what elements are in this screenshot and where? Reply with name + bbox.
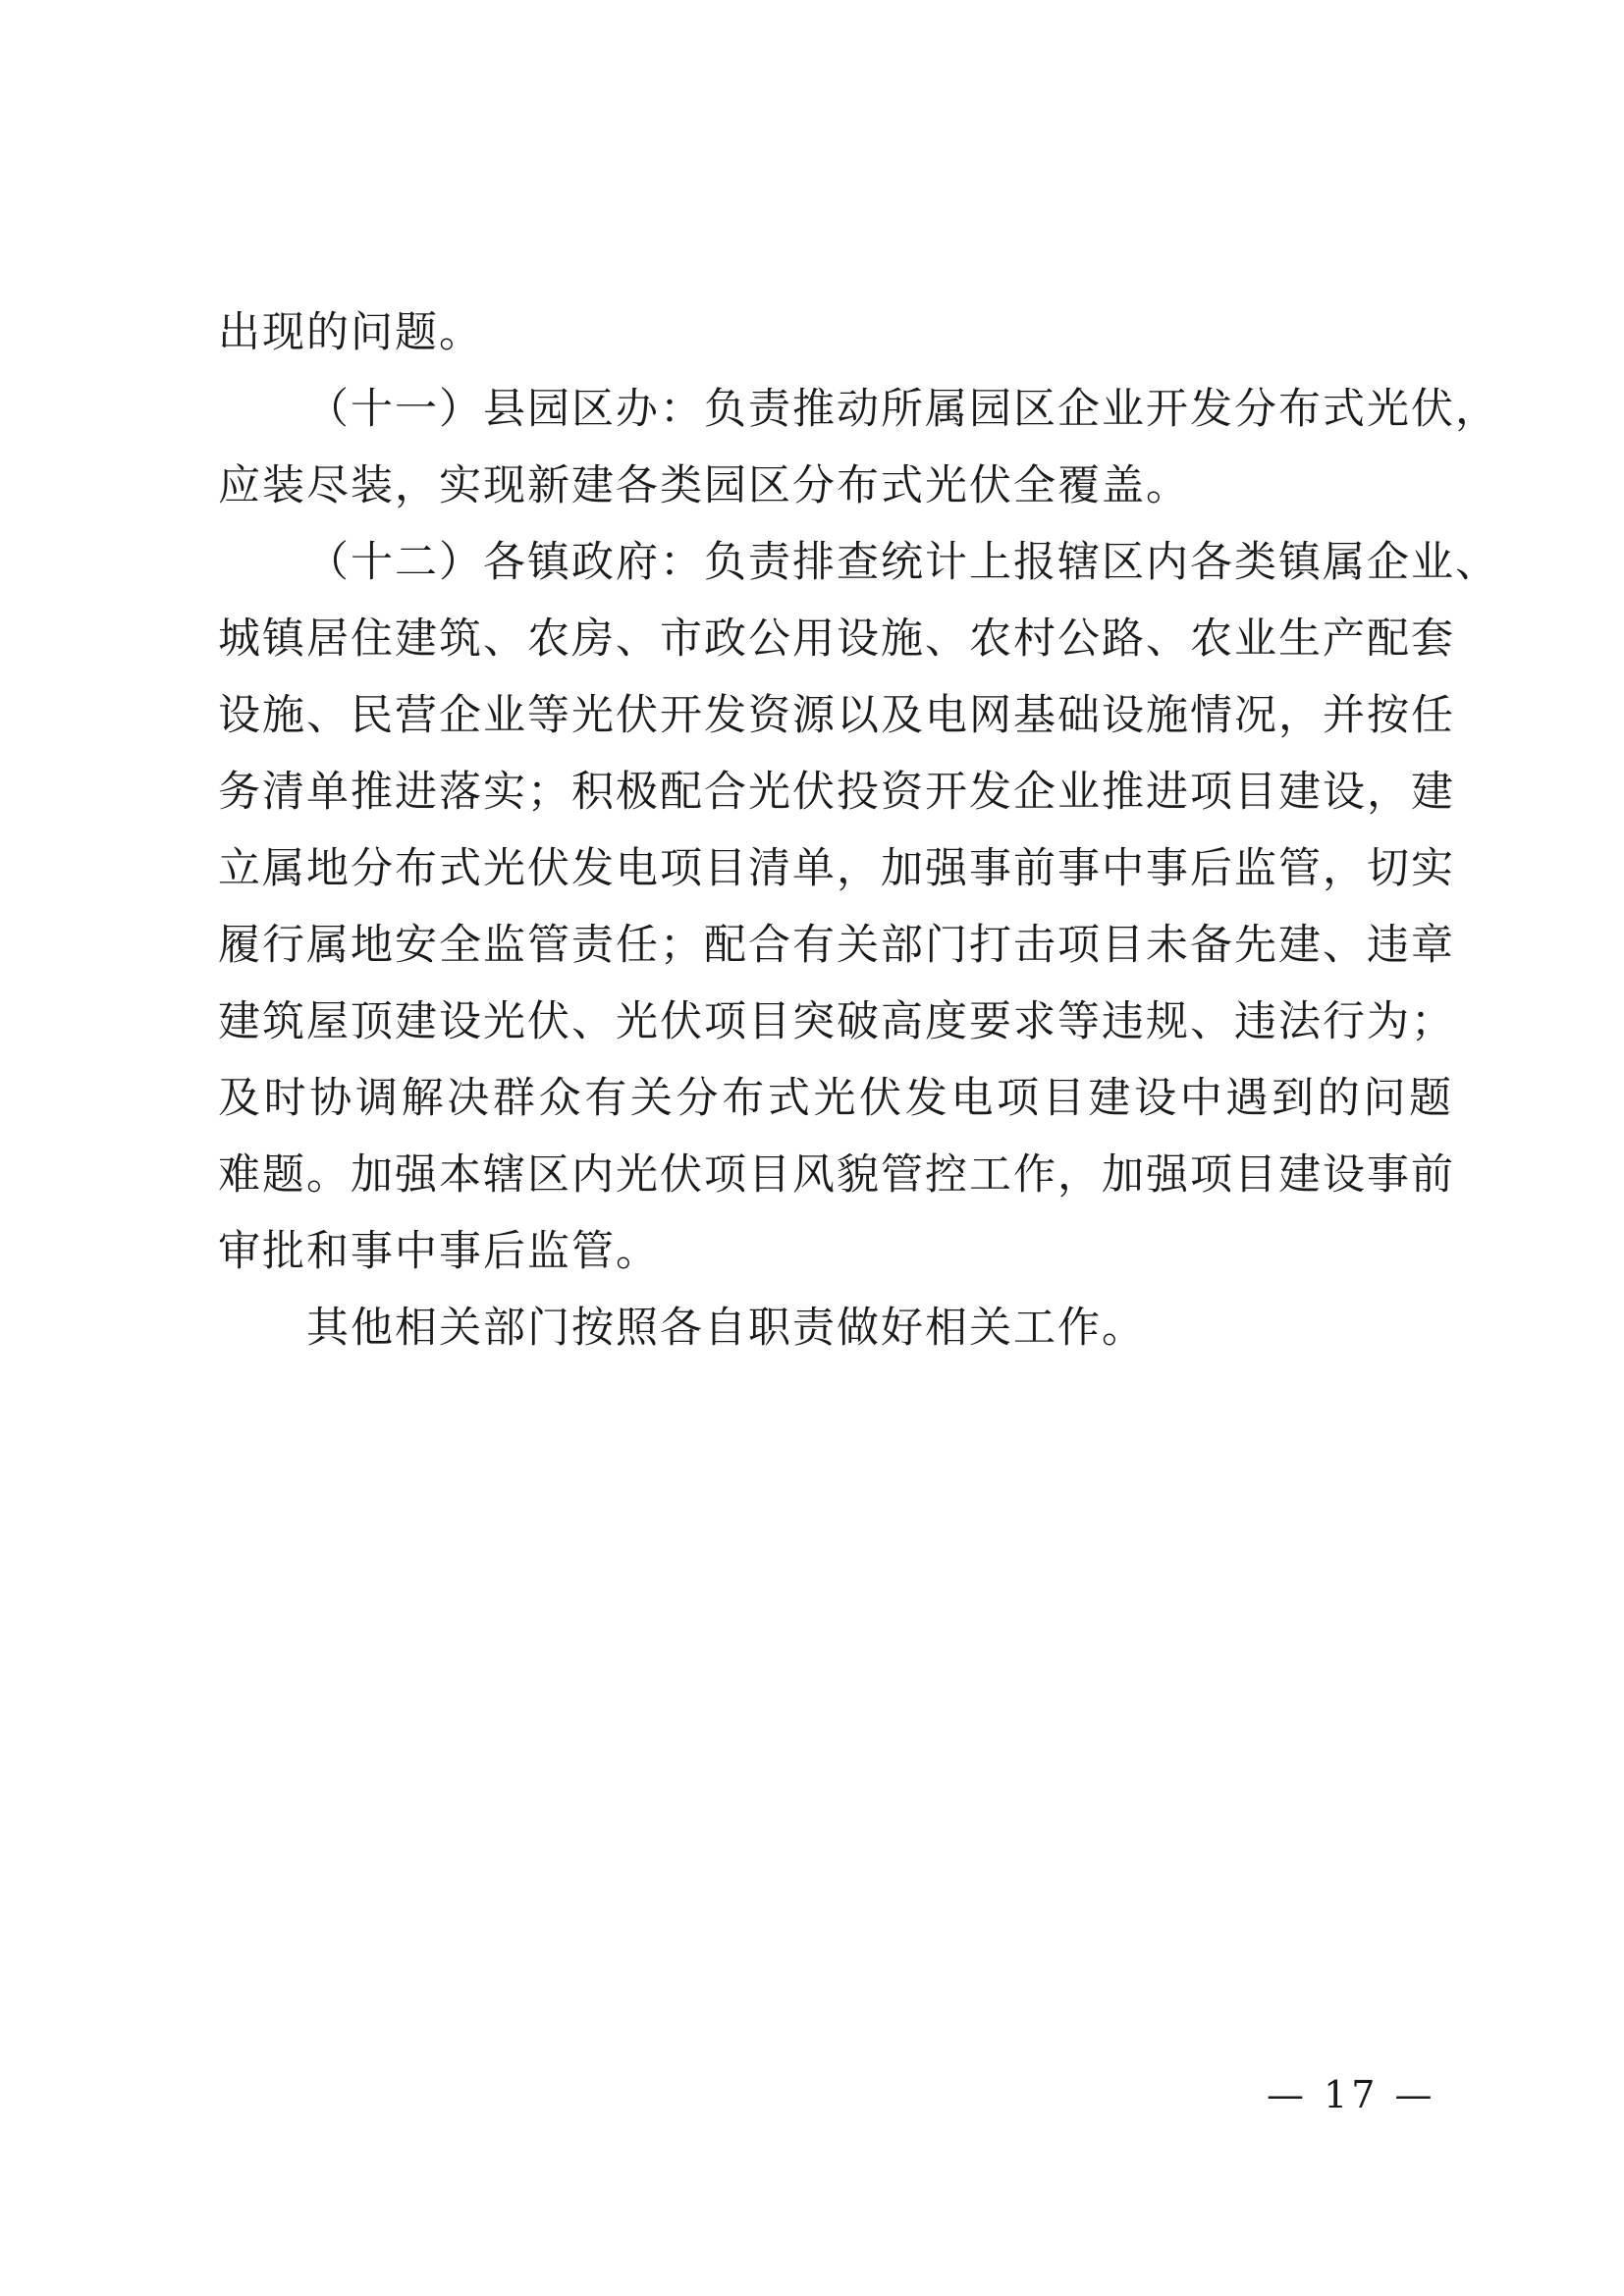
text-line: 履行属地安全监管责任；配合有关部门打击项目未备先建、违章 [218,921,1455,970]
text-line: （十二）各镇政府：负责排查统计上报辖区内各类镇属企业、 [306,538,1499,587]
text-line: 审批和事中事后监管。 [218,1227,660,1276]
text-line: 建筑屋顶建设光伏、光伏项目突破高度要求等违规、违法行为； [218,997,1455,1046]
text-line: 难题。加强本辖区内光伏项目风貌管控工作，加强项目建设事前 [218,1150,1455,1200]
text-line: 务清单推进落实；积极配合光伏投资开发企业推进项目建设，建 [218,768,1455,817]
text-line: 应装尽装，实现新建各类园区分布式光伏全覆盖。 [218,461,1190,510]
text-line: 及时协调解决群众有关分布式光伏发电项目建设中遇到的问题 [218,1074,1453,1123]
text-line: 立属地分布式光伏发电项目清单，加强事前事中事后监管，切实 [218,844,1455,893]
page-number: — 17 — [1267,2073,1436,2116]
text-line: 其他相关部门按照各自职责做好相关工作。 [306,1304,1146,1353]
body-text [218,294,1499,1366]
text-line: 出现的问题。 [218,308,483,357]
text-line: （十一）县园区办：负责推动所属园区企业开发分布式光伏， [306,385,1499,434]
text-line: 城镇居住建筑、农房、市政公用设施、农村公路、农业生产配套 [218,614,1455,664]
text-line: 设施、民营企业等光伏开发资源以及电网基础设施情况，并按任 [218,691,1455,740]
